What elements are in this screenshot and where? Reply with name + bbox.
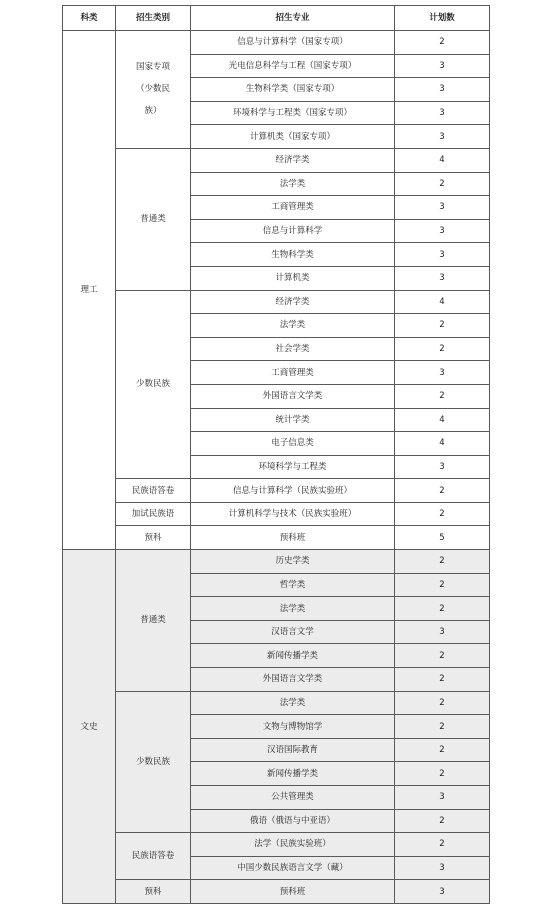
- major-cell: 文物与博物馆学: [191, 715, 395, 739]
- major-cell: 经济学类: [191, 148, 395, 172]
- major-cell: 外国语言文学类: [191, 668, 395, 692]
- plan-count-cell: 2: [395, 809, 490, 833]
- header-plan: 计划数: [395, 6, 490, 31]
- plan-count-cell: 3: [395, 880, 490, 904]
- plan-count-cell: 2: [395, 715, 490, 739]
- plan-count-cell: 2: [395, 384, 490, 408]
- major-cell: 外国语言文学类: [191, 384, 395, 408]
- major-cell: 汉语言文学: [191, 620, 395, 644]
- category-cell: 普通类: [116, 148, 191, 290]
- header-category: 招生类别: [116, 6, 191, 31]
- plan-count-cell: 3: [395, 54, 490, 78]
- major-cell: 环境科学与工程类（国家专项）: [191, 101, 395, 125]
- header-major: 招生专业: [191, 6, 395, 31]
- major-cell: 经济学类: [191, 290, 395, 314]
- plan-count-cell: 3: [395, 78, 490, 102]
- major-cell: 计算机类: [191, 266, 395, 290]
- major-cell: 法学类: [191, 597, 395, 621]
- plan-count-cell: 2: [395, 550, 490, 574]
- major-cell: 汉语国际教育: [191, 738, 395, 762]
- plan-count-cell: 3: [395, 455, 490, 479]
- plan-count-cell: 3: [395, 620, 490, 644]
- plan-count-cell: 3: [395, 786, 490, 810]
- plan-count-cell: 2: [395, 668, 490, 692]
- plan-count-cell: 2: [395, 314, 490, 338]
- table-row: [63, 479, 490, 503]
- plan-count-cell: 2: [395, 479, 490, 503]
- plan-count-cell: 3: [395, 196, 490, 220]
- table-header-row: [63, 6, 490, 31]
- major-cell: 法学类: [191, 691, 395, 715]
- major-cell: 法学（民族实验班）: [191, 833, 395, 857]
- major-cell: 信息与计算科学: [191, 219, 395, 243]
- major-cell: 社会学类: [191, 337, 395, 361]
- major-cell: 信息与计算科学（国家专项）: [191, 31, 395, 55]
- major-cell: 新闻传播学类: [191, 644, 395, 668]
- major-cell: 新闻传播学类: [191, 762, 395, 786]
- table-row: [63, 880, 490, 904]
- major-cell: 工商管理类: [191, 196, 395, 220]
- plan-count-cell: 3: [395, 125, 490, 149]
- major-cell: 生物科学类: [191, 243, 395, 267]
- plan-count-cell: 2: [395, 738, 490, 762]
- category-cell: 少数民族: [116, 290, 191, 479]
- major-cell: 计算机科学与技术（民族实验班）: [191, 502, 395, 526]
- plan-count-cell: 3: [395, 243, 490, 267]
- category-cell: 民族语答卷: [116, 833, 191, 880]
- header-subject: 科类: [63, 6, 116, 31]
- major-cell: 计算机类（国家专项）: [191, 125, 395, 149]
- plan-count-cell: 4: [395, 148, 490, 172]
- plan-count-cell: 2: [395, 644, 490, 668]
- plan-count-cell: 3: [395, 219, 490, 243]
- plan-count-cell: 2: [395, 833, 490, 857]
- plan-count-cell: 2: [395, 172, 490, 196]
- plan-count-cell: 4: [395, 432, 490, 456]
- table-row: [63, 526, 490, 550]
- category-cell: 少数民族: [116, 691, 191, 833]
- plan-count-cell: 2: [395, 597, 490, 621]
- category-cell: 民族语答卷: [116, 479, 191, 503]
- major-cell: 历史学类: [191, 550, 395, 574]
- major-cell: 法学类: [191, 314, 395, 338]
- table-row: [63, 502, 490, 526]
- plan-count-cell: 2: [395, 337, 490, 361]
- plan-count-cell: 3: [395, 361, 490, 385]
- major-cell: 信息与计算科学（民族实验班）: [191, 479, 395, 503]
- major-cell: 预科班: [191, 526, 395, 550]
- table-row: [63, 31, 490, 55]
- major-cell: 电子信息类: [191, 432, 395, 456]
- table-row: [63, 290, 490, 314]
- subject-cell: 文史: [63, 550, 116, 904]
- major-cell: 预科班: [191, 880, 395, 904]
- plan-count-cell: 3: [395, 101, 490, 125]
- major-cell: 公共管理类: [191, 786, 395, 810]
- table-row: [63, 550, 490, 574]
- plan-count-cell: 3: [395, 856, 490, 880]
- plan-count-cell: 2: [395, 762, 490, 786]
- major-cell: 哲学类: [191, 573, 395, 597]
- plan-count-cell: 4: [395, 408, 490, 432]
- table-row: [63, 833, 490, 857]
- table-row: [63, 691, 490, 715]
- category-cell: 普通类: [116, 550, 191, 692]
- category-cell: 加试民族语: [116, 502, 191, 526]
- category-cell: 国家专项（少数民族）: [116, 31, 191, 149]
- plan-count-cell: 4: [395, 290, 490, 314]
- major-cell: 光电信息科学与工程（国家专项）: [191, 54, 395, 78]
- subject-cell: 理工: [63, 31, 116, 550]
- major-cell: 统计学类: [191, 408, 395, 432]
- plan-count-cell: 2: [395, 31, 490, 55]
- enrollment-plan-table: [62, 5, 490, 904]
- category-cell: 预科: [116, 526, 191, 550]
- major-cell: 环境科学与工程类: [191, 455, 395, 479]
- table-body: [63, 31, 490, 904]
- major-cell: 俄语（俄语与中亚语）: [191, 809, 395, 833]
- enrollment-plan-table-container: [62, 5, 490, 904]
- plan-count-cell: 2: [395, 691, 490, 715]
- major-cell: 生物科学类（国家专项）: [191, 78, 395, 102]
- major-cell: 中国少数民族语言文学（藏）: [191, 856, 395, 880]
- plan-count-cell: 2: [395, 502, 490, 526]
- major-cell: 工商管理类: [191, 361, 395, 385]
- category-cell: 预科: [116, 880, 191, 904]
- table-row: [63, 148, 490, 172]
- major-cell: 法学类: [191, 172, 395, 196]
- plan-count-cell: 5: [395, 526, 490, 550]
- plan-count-cell: 3: [395, 266, 490, 290]
- plan-count-cell: 2: [395, 573, 490, 597]
